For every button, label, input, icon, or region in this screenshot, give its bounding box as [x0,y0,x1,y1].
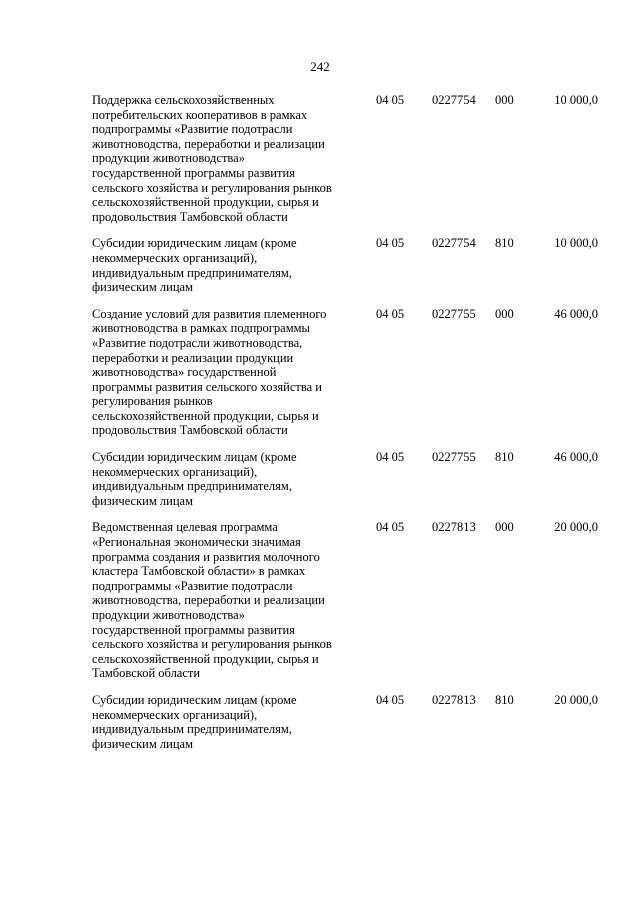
row-expense-type: 000 [495,520,514,535]
row-expense-type: 810 [495,450,514,465]
row-name: Субсидии юридическим лицам (кроме некоммерческих организаций), индивидуальным предпринимателям, физическим лицам [92,450,297,508]
row-section-code: 04 05 [376,520,405,535]
row-name: Субсидии юридическим лицам (кроме некоммерческих организаций), индивидуальным предпринимателям, физическим лицам [92,692,297,751]
page-number: 242 [310,59,330,74]
table-row [0,450,640,508]
table-row [0,93,640,224]
budget-table [0,93,640,751]
row-target-code: 0227813 [432,520,476,535]
table-row [0,693,640,751]
row-amount: 46 000,0 [554,306,598,321]
row-amount: 10 000,0 [554,93,598,107]
row-name: Поддержка сельскохозяйственных потребительских кооперативов в рамках подпрограммы «Развитие подотрасли животноводства, переработки и реализации продукции животноводства» государственной программы развития сельского хозяйства и регулирования рынков сельскохозяйственной продукции, сырья и продовольствия Тамбовской области [92,93,332,224]
row-section-code: 04 05 [376,450,405,465]
row-name: Ведомственная целевая программа «Региональная экономически значимая программа создания и развития молочного кластера Тамбовской области» в рамках подпрограммы «Развитие подотрасли животноводства, переработки и реализации продукции животноводства» государственной программы развития сельского хозяйства и регулирования рынков сельскохозяйственной продукции, сырья и Тамбовской области [92,520,332,681]
row-target-code: 0227813 [432,692,476,707]
row-target-code: 0227755 [432,306,476,321]
row-section-code: 04 05 [376,93,405,107]
row-section-code: 04 05 [376,236,405,251]
row-expense-type: 000 [495,306,514,321]
row-expense-type: 810 [495,236,514,251]
row-amount: 20 000,0 [554,692,598,707]
row-name: Субсидии юридическим лицам (кроме некоммерческих организаций), индивидуальным предпринимателям, физическим лицам [92,236,297,295]
row-amount: 20 000,0 [554,520,598,535]
table-row [0,236,640,294]
row-section-code: 04 05 [376,692,405,707]
row-section-code: 04 05 [376,306,405,321]
row-target-code: 0227754 [432,93,476,107]
row-expense-type: 000 [495,93,514,107]
table-row [0,307,640,438]
table-row [0,520,640,681]
row-amount: 10 000,0 [554,236,598,251]
row-target-code: 0227755 [432,450,476,465]
row-expense-type: 810 [495,692,514,707]
row-name: Создание условий для развития племенного животноводства в рамках подпрограммы «Развитие подотрасли животноводства, переработки и реализации продукции животноводства» государственной программы развития сельского хозяйства и регулирования рынков сельскохозяйственной продукции, сырья и продовольствия Тамбовской области [92,306,327,438]
row-target-code: 0227754 [432,236,476,251]
row-amount: 46 000,0 [554,450,598,465]
